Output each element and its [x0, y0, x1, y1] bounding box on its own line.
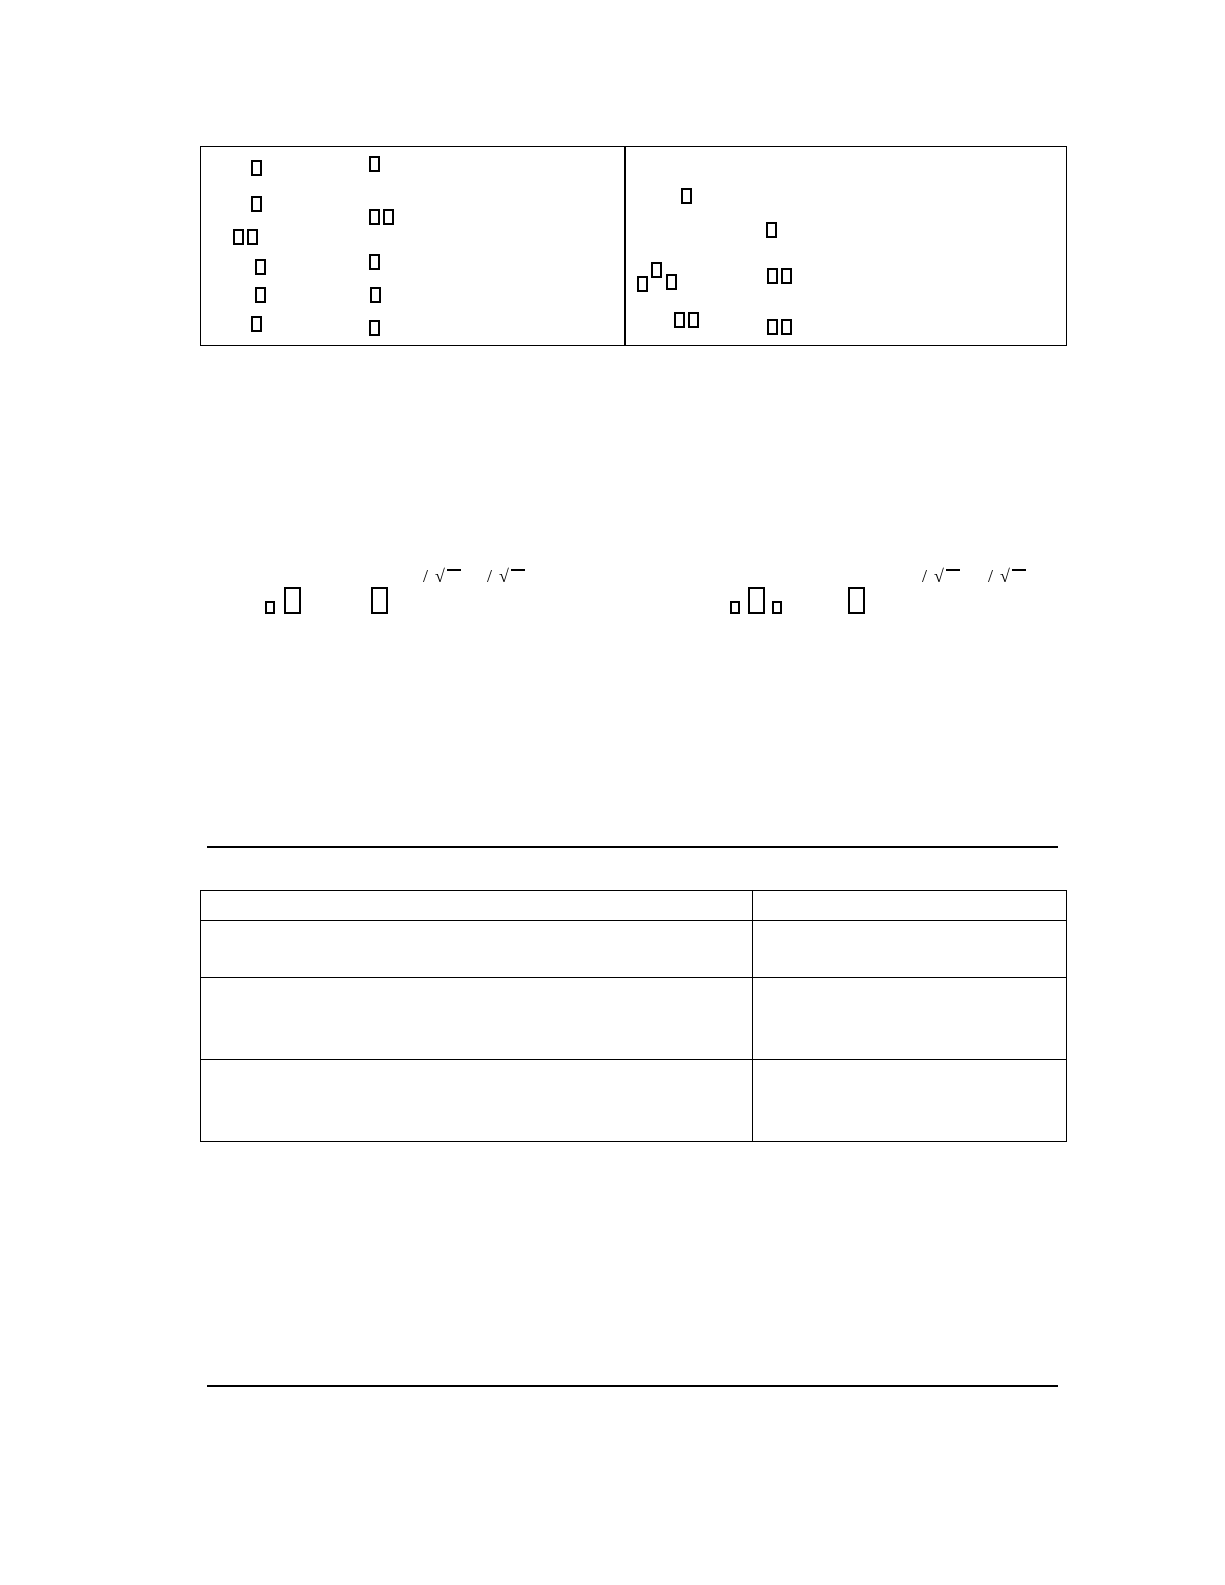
table-cell	[753, 1060, 1067, 1142]
table-cell	[753, 921, 1067, 978]
slash-glyph: /	[988, 566, 994, 586]
slash-glyph: /	[922, 566, 928, 586]
table-row	[201, 1060, 1067, 1142]
glyph-box	[681, 188, 692, 204]
horizontal-rule	[207, 846, 1058, 848]
table-row	[201, 891, 1067, 921]
sqrt-glyph: √	[934, 566, 944, 586]
glyph-box	[251, 160, 262, 176]
glyph-group	[637, 262, 682, 292]
glyph-box	[255, 287, 266, 303]
glyph-pair	[369, 209, 394, 225]
sqrt-glyph: √	[499, 566, 509, 586]
panel-divider	[624, 147, 626, 345]
glyph-box	[369, 156, 380, 172]
table-cell	[201, 1060, 753, 1142]
glyph-pair	[674, 312, 699, 328]
glyph-box	[369, 254, 380, 270]
slash-glyph: /	[423, 566, 429, 586]
glyph-pair	[233, 229, 258, 245]
glyph-box	[251, 316, 262, 332]
table-cell	[753, 978, 1067, 1060]
glyph-box	[370, 287, 381, 303]
table-cell	[201, 921, 753, 978]
glyph-box	[369, 320, 380, 336]
table-cell	[753, 891, 1067, 921]
glyph-box	[251, 196, 262, 212]
empty-table	[200, 890, 1067, 1142]
top-panel	[200, 146, 1067, 346]
formula-right	[730, 565, 1030, 625]
sqrt-glyph: √	[435, 566, 445, 586]
glyph-pair	[767, 268, 792, 284]
formula-left	[265, 565, 545, 625]
glyph-box	[255, 259, 266, 275]
slash-glyph: /	[487, 566, 493, 586]
table-row	[201, 978, 1067, 1060]
sqrt-glyph: √	[1000, 566, 1010, 586]
glyph-pair	[767, 319, 792, 335]
table-row	[201, 921, 1067, 978]
horizontal-rule	[207, 1385, 1058, 1387]
table-cell	[201, 978, 753, 1060]
glyph-box	[766, 222, 777, 238]
table-cell	[201, 891, 753, 921]
